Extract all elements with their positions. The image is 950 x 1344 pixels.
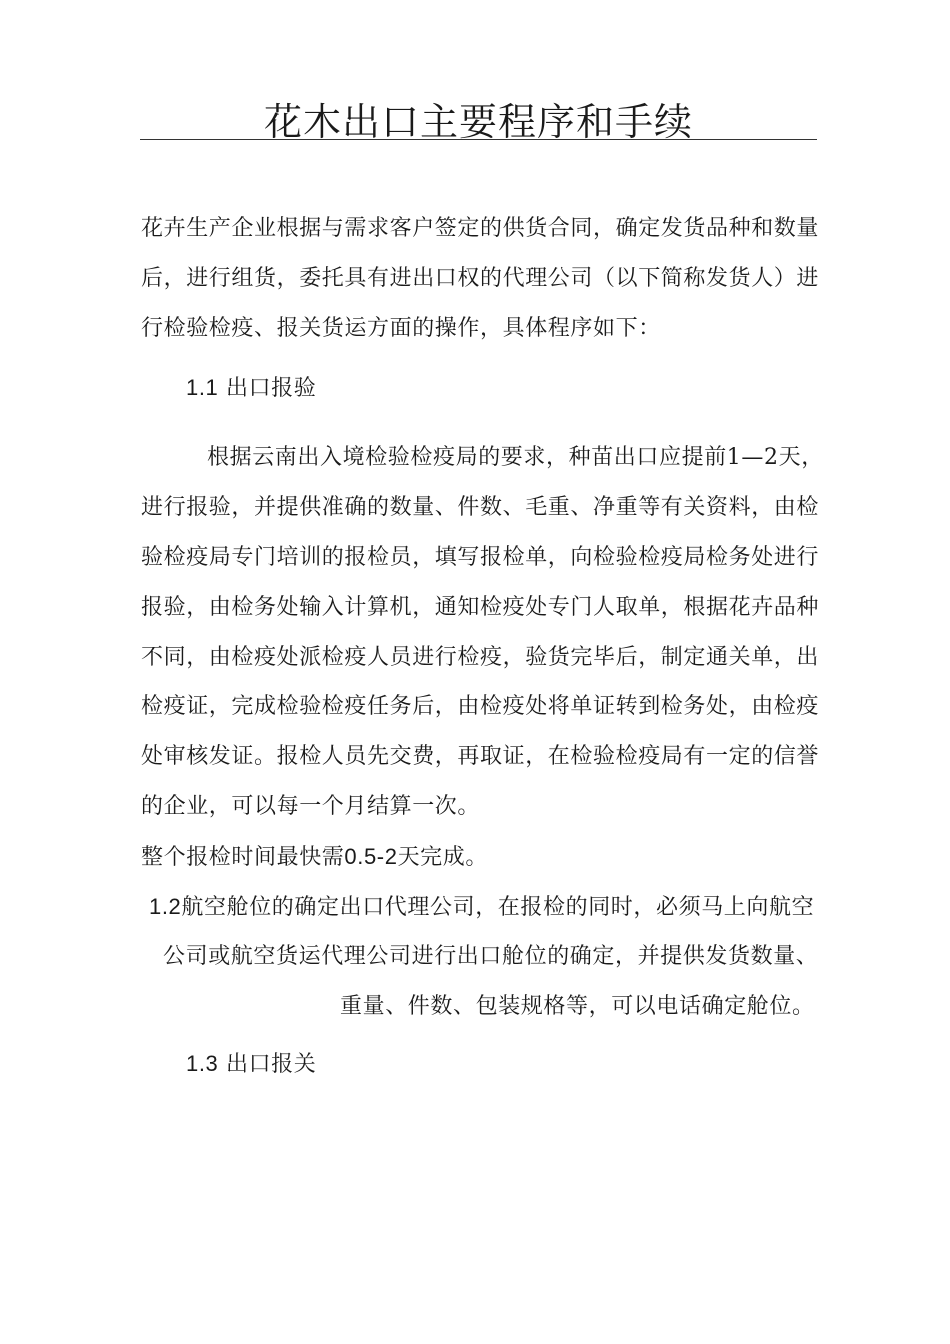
- intro-line-3: 行检验检疫、报关货运方面的操作，具体程序如下：: [141, 316, 661, 341]
- section-1-1-number: 1.1: [186, 375, 219, 400]
- section-1-1-line-1: 根据云南出入境检验检疫局的要求，种苗出口应提前1—2天，: [207, 445, 824, 470]
- section-1-1-heading: [186, 373, 316, 404]
- section-1-1-line-4: 报验，由检务处输入计算机，通知检疫处专门人取单，根据花卉品种: [141, 595, 820, 620]
- section-1-3-number: 1.3: [186, 1051, 219, 1076]
- inspection-time-line: [141, 842, 488, 873]
- document-title: 花木出口主要程序和手续: [263, 100, 693, 144]
- section-1-2-text: 航空舱位的确定出口代理公司，在报检的同时，必须马上向航空: [181, 895, 815, 920]
- inspection-time-prefix: 整个报检时间最快需: [141, 845, 345, 870]
- section-1-1-title: 出口报验: [225, 376, 317, 401]
- intro-line-1: 花卉生产企业根据与需求客户签定的供货合同，确定发货品种和数量: [141, 216, 820, 241]
- section-1-1-line-5: 不同，由检疫处派检疫人员进行检疫，验货完毕后，制定通关单，出: [141, 645, 820, 670]
- section-1-2-line-3: 重量、件数、包装规格等，可以电话确定舱位。: [340, 994, 815, 1019]
- section-1-3-heading: [186, 1049, 316, 1080]
- title-underline: [140, 139, 817, 140]
- section-1-2-line-2: 公司或航空货运代理公司进行出口舱位的确定，并提供发货数量、: [163, 944, 819, 969]
- section-1-3-title: 出口报关: [225, 1052, 317, 1077]
- section-1-1-line-3: 验检疫局专门培训的报检员，填写报检单，向检验检疫局检务处进行: [141, 545, 820, 570]
- section-1-1-line-7: 处审核发证。报检人员先交费，再取证，在检验检疫局有一定的信誉: [141, 744, 820, 769]
- inspection-time-value: 0.5-2: [344, 844, 398, 869]
- section-1-1-line-6: 检疫证，完成检验检疫任务后，由检疫处将单证转到检务处，由检疫: [141, 694, 820, 719]
- intro-line-2: 后，进行组货，委托具有进出口权的代理公司（以下简称发货人）进: [141, 266, 820, 291]
- section-1-2-number: 1.2: [149, 894, 182, 919]
- inspection-time-suffix: 天完成。: [397, 845, 488, 870]
- section-1-1-line-2: 进行报验，并提供准确的数量、件数、毛重、净重等有关资料，由检: [141, 495, 820, 520]
- section-1-2-line-1: [149, 892, 814, 923]
- section-1-1-line-8: 的企业，可以每一个月结算一次。: [141, 794, 481, 819]
